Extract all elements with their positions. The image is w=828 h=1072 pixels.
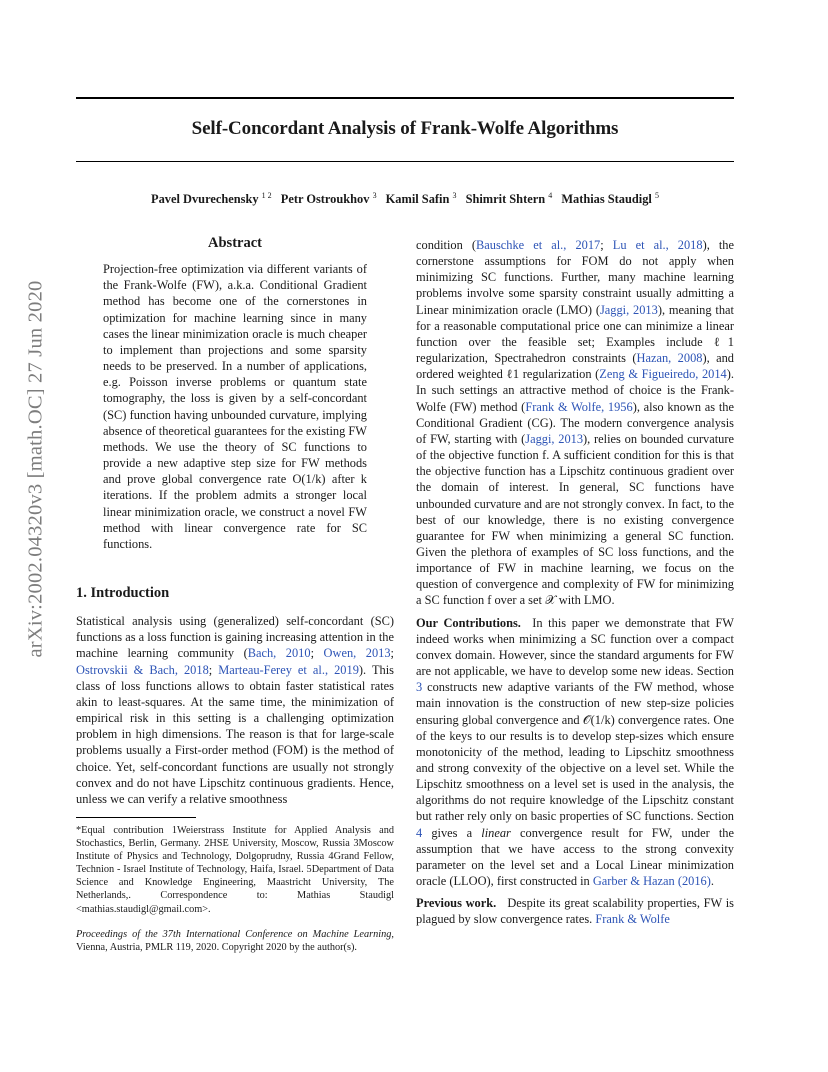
paper-title: Self-Concordant Analysis of Frank-Wolfe Algorithms [191, 118, 619, 139]
text-run: condition ( [416, 238, 476, 252]
author-affiliation: 3 [452, 191, 457, 200]
abstract-text: Projection-free optimization via different variants of the Frank-Wolfe (FW), a.k.a. Conditional Gradient method has become one of the cornerstones in optimization for machine learning since in many cases the linear minimization oracle is much cheaper to implement than projections and some sparsity needs to be preserved. In a number of applications, e.g. Poisson inverse problems or quantum state tomography, the loss is given by a self-concordant (SC) function having unbounded curvature, implying absence of theoretical guarantees for the existing FW methods. We use the theory of SC functions to provide a new adaptive step size for FW methods and prove global convergence rate O(1/k) after k iterations. If the problem admits a stronger local linear minimization oracle, we construct a novel FW method with linear convergence rate for SC functions. [103, 262, 367, 551]
left-column [76, 235, 394, 954]
text-run: In this paper we demonstrate that FW indeed works when minimizing a SC function over a compact convex domain. However, since the standard arguments for FW are not applicable, we have to develop some new ideas. Section [416, 615, 734, 679]
text-run: convergence result for FW, under the assumption that we have access to the strong convexity parameter on the level set and a Local Linear minimization oracle (LLOO), first constructed in [416, 825, 734, 889]
text-run: ). In such settings an attractive method of choice is the Frank-Wolfe (FW) method ( [416, 367, 734, 414]
author [151, 192, 272, 206]
author-affiliation: 1 2 [261, 191, 272, 200]
citation-link[interactable]: Frank & Wolfe, 1956 [525, 399, 633, 414]
arxiv-identifier: arXiv:2002.04320v3 [math.OC] 27 Jun 2020 [24, 280, 47, 658]
intro-continuation-paragraph: condition (Bauschke et al., 2017; Lu et al., 2018), the cornerstone assumptions for FOM do not apply when minimizing SC functions. Further, many machine learning problems involve some sparsity constraint usually admitting a Linear minimization oracle (LMO) (Jaggi, 2013), meaning that for a reasonable computational price one can minimize a linear function over the feasible set; Examples include ℓ1 regularization, Spectrahedron constraints (Hazan, 2008), and ordered weighted ℓ1 regularization (Zeng & Figueiredo, 2014). In such settings an attractive method of choice is the Frank-Wolfe (FW) method (Frank & Wolfe, 1956), also known as the Conditional Gradient (CG). The modern convergence analysis of FW, starting with (Jaggi, 2013), relies on bounded curvature of the objective function f. A sufficient condition for this is that the objective function has a Lipschitz continuous gradient over the domain of interest. In general, SC functions have unbounded curvature and are not strongly convex. In fact, to the best of our knowledge, there is no existing convergence guarantee for FW when minimizing a general SC function. Given the plethora of examples of SC loss functions, and the importance of FW in machine learning, we focus on the question of convergence and complexity of FW for minimizing a SC function f over a set 𝒳 with LMO. [416, 238, 735, 608]
previous-work-paragraph [416, 895, 734, 927]
footnote-separator [76, 817, 196, 824]
author-name: Pavel Dvurechensky [151, 192, 259, 207]
proceedings-venue: Proceedings of the 37th International Conference on Machine Learning [76, 928, 392, 940]
author-name: Petr Ostroukhov [280, 192, 370, 207]
citation-link[interactable]: Bauschke et al., 2017 [476, 238, 601, 252]
text-run: ), and ordered weighted ℓ1 regularization ( [416, 351, 734, 382]
proceedings-note [76, 928, 394, 954]
text-run: constructs new adaptive variants of the FW method, whose main innovation is the construction of new step-size policies ensuring global convergence and 𝒪(1/k) convergence rates. One of the keys to our results is to develop step-sizes which ensure monotonicity of the method, leading to Lipschitz smoothness and strong convexity of the objective on a level set. While the Lipschitz smoothness on a level set is used in the analysis, the algorithms do not require knowledge of the Lipschitz constant but rather rely only on basic properties of SC functions. Section [416, 680, 734, 824]
author-affiliation: 5 [654, 191, 659, 200]
citation-link[interactable]: Owen, 2013 [323, 646, 391, 661]
citation-link[interactable]: Bach, 2010 [247, 646, 311, 661]
section-ref-link[interactable]: 3 [416, 680, 423, 695]
title-rule-bottom [76, 161, 734, 162]
author-list [76, 191, 734, 207]
citation-link[interactable]: Jaggi, 2013 [599, 302, 658, 317]
author [466, 192, 553, 206]
previous-work-heading: Previous work. [416, 896, 497, 911]
citation-link[interactable]: Frank & Wolfe [595, 912, 670, 927]
author-name: Mathias Staudigl [561, 192, 652, 207]
intro-paragraph: Statistical analysis using (generalized) self-concordant (SC) functions as a loss function is gaining increasing attention in the machine learning community (Bach, 2010; Owen, 2013; Ostrovskii & Bach, 2018; Marteau-Ferey et al., 2019). This class of loss functions allows to obtain faster statistical rates akin to least-squares. At the same time, the minimization of empirical risk in this setting is a challenging optimization problem in high dimensions. The reason is that for large-scale problems usually a First-order method (FOM) is the method of choice. Yet, self-concordant functions are usually not strongly convex and do not have Lipschitz continuous gradients. Hence, unless we can verify a relative smoothness [76, 614, 394, 806]
right-column [416, 237, 734, 928]
citation-link[interactable]: Hazan, 2008 [636, 351, 703, 366]
author-affiliation: 3 [372, 191, 377, 200]
citation-link[interactable]: Zeng & Figueiredo, 2014 [599, 367, 727, 382]
title-rule-top [76, 97, 734, 99]
affiliations-footnote: *Equal contribution 1Weierstrass Institute for Applied Analysis and Stochastics, Berlin, Germany. 2HSE University, Moscow, Russia 3Moscow Institute of Physics and Technology, Dolgoprudny, Russia 4Grand Fellow, Technion - Israel Institute of Technology, Haifa, Israel. 5Department of Data Science and Knowledge Engineering, Maastricht University, The Netherlands,. Correspondence to: Mathias Staudigl <mathias.staudigl@gmail.com>. [76, 825, 394, 915]
author-affiliation: 4 [548, 191, 553, 200]
text-run: gives a [422, 825, 482, 840]
text-run: ), relies on bounded curvature of the objective function f. A sufficient condition for this is that the objective function has a Lipschitz continuous gradient over the domain of interest. In general, SC functions have unbounded curvature and are not strongly convex. In fact, to the best of our knowledge, there is no existing convergence guarantee for FW when minimizing a general SC function. Given the plethora of examples of SC loss functions, and the importance of FW in machine learning, we focus on the question of convergence and complexity of FW for minimizing a SC function f over a set 𝒳 with LMO. [416, 431, 734, 608]
citation-link[interactable]: Marteau-Ferey et al., 2019 [218, 662, 359, 677]
text-run: . [710, 874, 714, 889]
text-run: ). This class of loss functions allows to obtain faster statistical rates akin to least-squares. At the same time, the minimization of empirical risk in this setting is a challenging optimization problem in high dimensions. The reason is that for large-scale problems usually a First-order method (FOM) is the method of choice. Yet, self-concordant functions are usually not strongly convex and do not have Lipschitz continuous gradients. Hence, unless we can verify a relative smoothness [76, 662, 394, 806]
author-name: Shimrit Shtern [465, 192, 546, 207]
citation-link[interactable]: Jaggi, 2013 [525, 431, 584, 446]
author-name: Kamil Safin [385, 192, 450, 207]
emphasis-text: linear [481, 825, 511, 840]
section-heading-introduction: 1. Introduction [76, 584, 170, 601]
section-ref-link[interactable]: 4 [416, 825, 423, 840]
proceedings-details: , Vienna, Austria, PMLR 119, 2020. Copyright 2020 by the author(s). [76, 928, 394, 953]
arxiv-sidebar [16, 269, 56, 669]
text-run: ), the cornerstone assumptions for FOM do not apply when minimizing SC functions. Further, many machine learning problems involve some sparsity constraint usually admitting a Linear minimization oracle (LMO) ( [416, 238, 735, 317]
author [281, 192, 377, 206]
citation-link[interactable]: Garber & Hazan (2016) [592, 874, 711, 889]
citation-link[interactable]: Lu et al., 2018 [612, 238, 703, 252]
text-run: Despite its great scalability properties, FW is plagued by slow convergence rates. [416, 896, 734, 927]
contributions-paragraph [416, 615, 734, 890]
text-run: Statistical analysis using (generalized) self-concordant (SC) functions as a loss function is gaining increasing attention in the machine learning community ( [76, 614, 394, 661]
text-run: ), meaning that for a reasonable computational price one can minimize a linear function over the feasible set; Examples include ℓ1 regularization, Spectrahedron constraints ( [416, 302, 734, 366]
citation-link[interactable]: Ostrovskii & Bach, 2018 [76, 662, 209, 677]
contributions-heading: Our Contributions. [416, 615, 521, 630]
abstract-heading: Abstract [208, 235, 262, 251]
text-run: ), also known as the Conditional Gradient (CG). The modern convergence analysis of FW, starting with ( [416, 399, 734, 446]
author [561, 192, 659, 206]
author [386, 192, 457, 206]
